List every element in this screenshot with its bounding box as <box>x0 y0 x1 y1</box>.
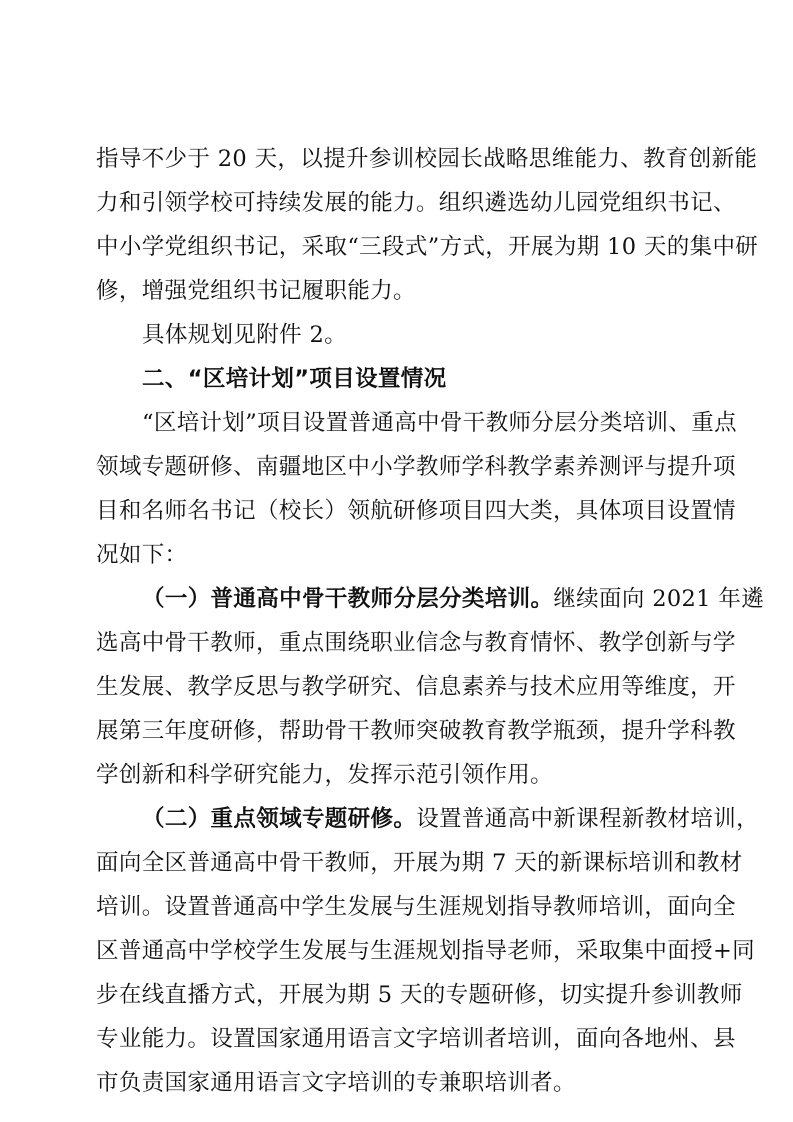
paragraph-text: 设置普通高中新课程新教材培训， <box>416 806 759 832</box>
paragraph-line: 学创新和科学研究能力，发挥示范引领作用。 <box>96 762 554 788</box>
paragraph-line: 修，增强党组织书记履职能力。 <box>96 278 416 304</box>
paragraph-line <box>142 584 765 614</box>
paragraph-line: 选高中骨干教师，重点围绕职业信念与教育情怀、教学创新与学 <box>96 630 736 656</box>
paragraph-line: 目和名师名书记（校长）领航研修项目四大类，具体项目设置情 <box>96 498 736 524</box>
paragraph-line: 市负责国家通用语言文字培训的专兼职培训者。 <box>96 1070 576 1096</box>
paragraph-line: 面向全区普通高中骨干教师，开展为期 7 天的新课标培训和教材 <box>96 850 743 876</box>
paragraph-line: 区普通高中学校学生发展与生涯规划指导老师，采取集中面授+同 <box>96 938 756 964</box>
paragraph-line: 展第三年度研修，帮助骨干教师突破教育教学瓶颈，提升学科教 <box>96 718 736 744</box>
subsection-title: （一）普通高中骨干教师分层分类培训。 <box>142 586 554 612</box>
section-heading: 二、“区培计划”项目设置情况 <box>142 366 447 392</box>
paragraph-line: 况如下： <box>96 542 188 568</box>
paragraph-line: 专业能力。设置国家通用语言文字培训者培训，面向各地州、县 <box>96 1026 736 1052</box>
paragraph-line: 指导不少于 20 天，以提升参训校园长战略思维能力、教育创新能 <box>96 146 758 172</box>
paragraph-line: 生发展、教学反思与教学研究、信息素养与技术应用等维度，开 <box>96 674 736 700</box>
paragraph-text: 继续面向 2021 年遴 <box>553 586 765 612</box>
paragraph-line: 培训。设置普通高中学生发展与生涯规划指导教师培训，面向全 <box>96 894 736 920</box>
paragraph-line: 中小学党组织书记，采取“三段式”方式，开展为期 10 天的集中研 <box>96 234 759 260</box>
paragraph-line: 具体规划见附件 2。 <box>142 322 347 348</box>
paragraph-line: 领域专题研修、南疆地区中小学教师学科教学素养测评与提升项 <box>96 454 736 480</box>
subsection-title: （二）重点领域专题研修。 <box>142 806 417 832</box>
paragraph-line: “区培计划”项目设置普通高中骨干教师分层分类培训、重点 <box>142 410 737 436</box>
paragraph-line: 步在线直播方式，开展为期 5 天的专题研修，切实提升参训教师 <box>96 982 743 1008</box>
paragraph-line <box>142 804 759 834</box>
paragraph-line: 力和引领学校可持续发展的能力。组织遴选幼儿园党组织书记、 <box>96 190 736 216</box>
